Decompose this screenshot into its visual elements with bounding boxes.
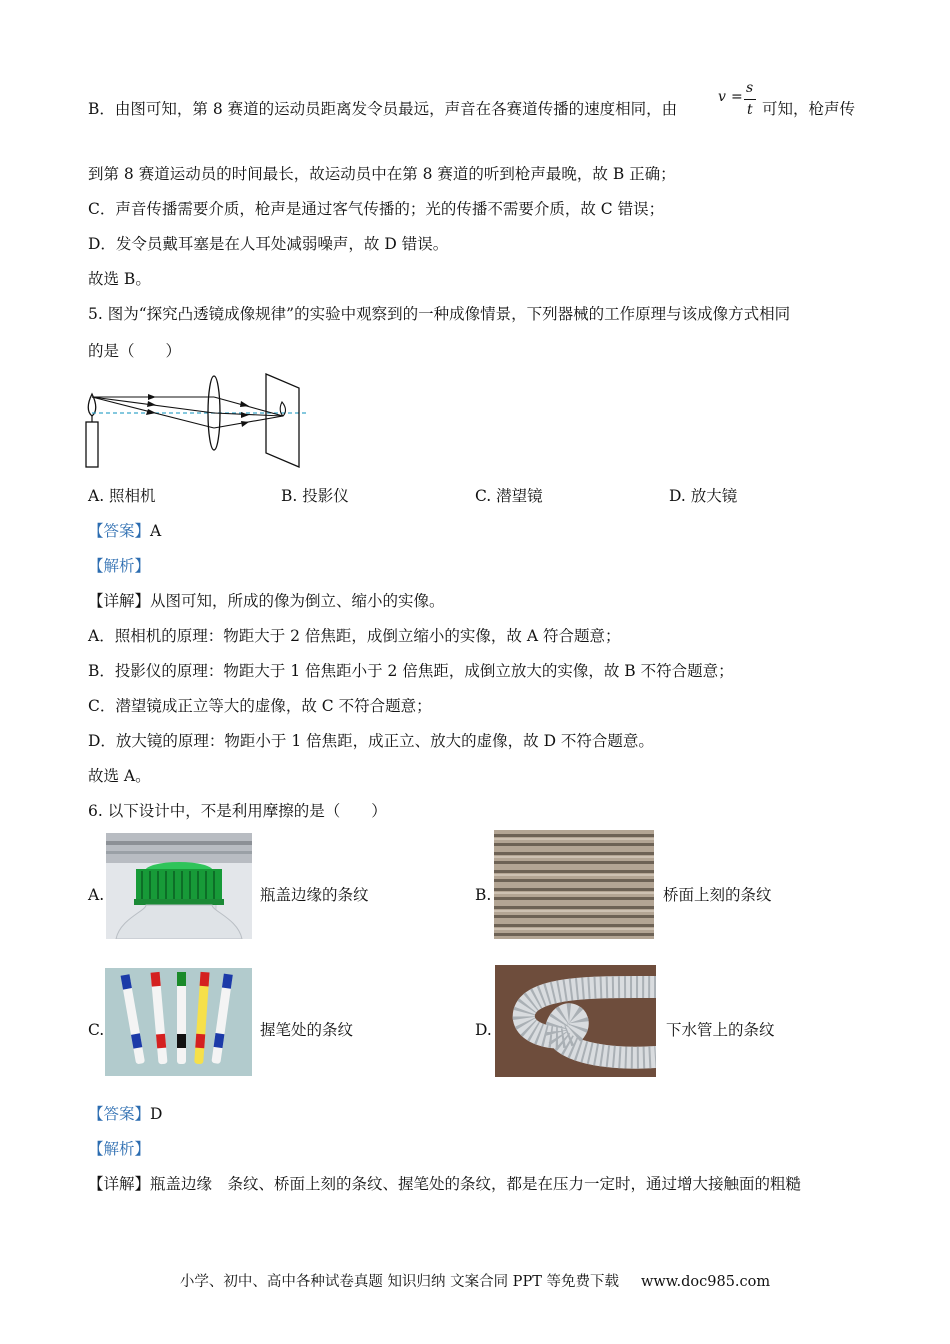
q5-option-d: D. 放大镜: [669, 487, 738, 505]
q4-option-c: C．声音传播需要介质，枪声是通过客气传播的；光的传播不需要介质，故 C 错误；: [88, 200, 665, 218]
page-footer: [0, 1270, 950, 1291]
answer-tag: 【答案】: [88, 1105, 151, 1123]
screen: [266, 374, 299, 467]
q6-option-c-letter: C.: [88, 1021, 105, 1039]
drain-pipe-photo: [495, 965, 656, 1077]
q6-stem: 6. 以下设计中，不是利用摩擦的是（ ）: [88, 802, 387, 820]
q4-option-b-line1: B．由图可知，第 8 赛道的运动员距离发令员最远，声音在各赛道传播的速度相同，由: [88, 100, 678, 118]
q4-option-b-line1-suffix: 可知，枪声传: [762, 100, 856, 118]
footer-text: 小学、初中、高中各种试卷真题 知识归纳 文案合同 PPT 等免费下载: [179, 1274, 619, 1290]
q5-detail: [88, 590, 445, 612]
q5-analysis-tag: 【解析】: [88, 557, 151, 575]
q5-detail-line-a: A．照相机的原理：物距大于 2 倍焦距，成倒立缩小的实像，故 A 符合题意；: [88, 627, 621, 645]
q5-detail-line-b: B．投影仪的原理：物距大于 1 倍焦距小于 2 倍焦距，成倒立放大的实像，故 B 不符合题意；: [88, 662, 734, 680]
q5-answer: [88, 520, 161, 542]
q5-conclusion: 故选 A。: [88, 767, 151, 785]
detail-tag: 【详解】: [88, 592, 151, 610]
q6-option-c-caption: 握笔处的条纹: [260, 1021, 354, 1039]
q5-option-c: C. 潜望镜: [475, 487, 543, 505]
q6-option-b-letter: B.: [475, 886, 492, 904]
answer-value: D: [150, 1105, 163, 1123]
inverted-image-icon: [280, 402, 285, 416]
q4-option-d: D．发令员戴耳塞是在人耳处减弱噪声，故 D 错误。: [88, 235, 449, 253]
q6-answer: [88, 1103, 162, 1125]
answer-tag: 【答案】: [88, 522, 151, 540]
q6-option-d-letter: D.: [475, 1021, 492, 1039]
q6-option-b-caption: 桥面上刻的条纹: [663, 886, 772, 904]
answer-value: A: [150, 522, 162, 540]
q6-detail: [88, 1173, 801, 1195]
q5-stem-line2: 的是（ ）: [88, 342, 182, 360]
q4-conclusion: 故选 B。: [88, 270, 151, 288]
detail-text: 从图可知，所成的像为倒立、缩小的实像。: [150, 592, 445, 610]
bottle-cap-photo: [106, 833, 252, 939]
q5-option-b: B. 投影仪: [281, 487, 349, 505]
bridge-stripes-photo: [494, 830, 654, 939]
q4-option-b-line2: 到第 8 赛道运动员的时间最长，故运动员中在第 8 赛道的听到枪声最晚，故 B 正确；: [88, 165, 676, 183]
convex-lens-diagram: [84, 372, 314, 472]
q6-option-d-caption: 下水管上的条纹: [666, 1021, 775, 1039]
q5-option-a: A. 照相机: [88, 487, 156, 505]
q5-stem-line1: 5. 图为“探究凸透镜成像规律”的实验中观察到的一种成像情景，下列器械的工作原理与该成像方式相同: [88, 305, 791, 323]
q5-detail-line-c: C．潜望镜成正立等大的虚像，故 C 不符合题意；: [88, 697, 432, 715]
q6-option-a-letter: A.: [88, 886, 105, 904]
q6-option-a-caption: 瓶盖边缘的条纹: [260, 886, 369, 904]
candle: [86, 422, 98, 467]
detail-tag: 【详解】: [88, 1175, 151, 1193]
q5-detail-line-d: D．放大镜的原理：物距小于 1 倍焦距，成正立、放大的虚像，故 D 不符合题意。: [88, 732, 654, 750]
fraction-bar: [744, 99, 756, 100]
footer-url[interactable]: www.doc985.com: [640, 1274, 771, 1290]
pens-photo: [105, 968, 252, 1076]
detail-text: 瓶盖边缘 条纹、桥面上刻的条纹、握笔处的条纹，都是在压力一定时，通过增大接触面的粗糙: [150, 1175, 802, 1193]
q6-analysis-tag: 【解析】: [88, 1140, 151, 1158]
